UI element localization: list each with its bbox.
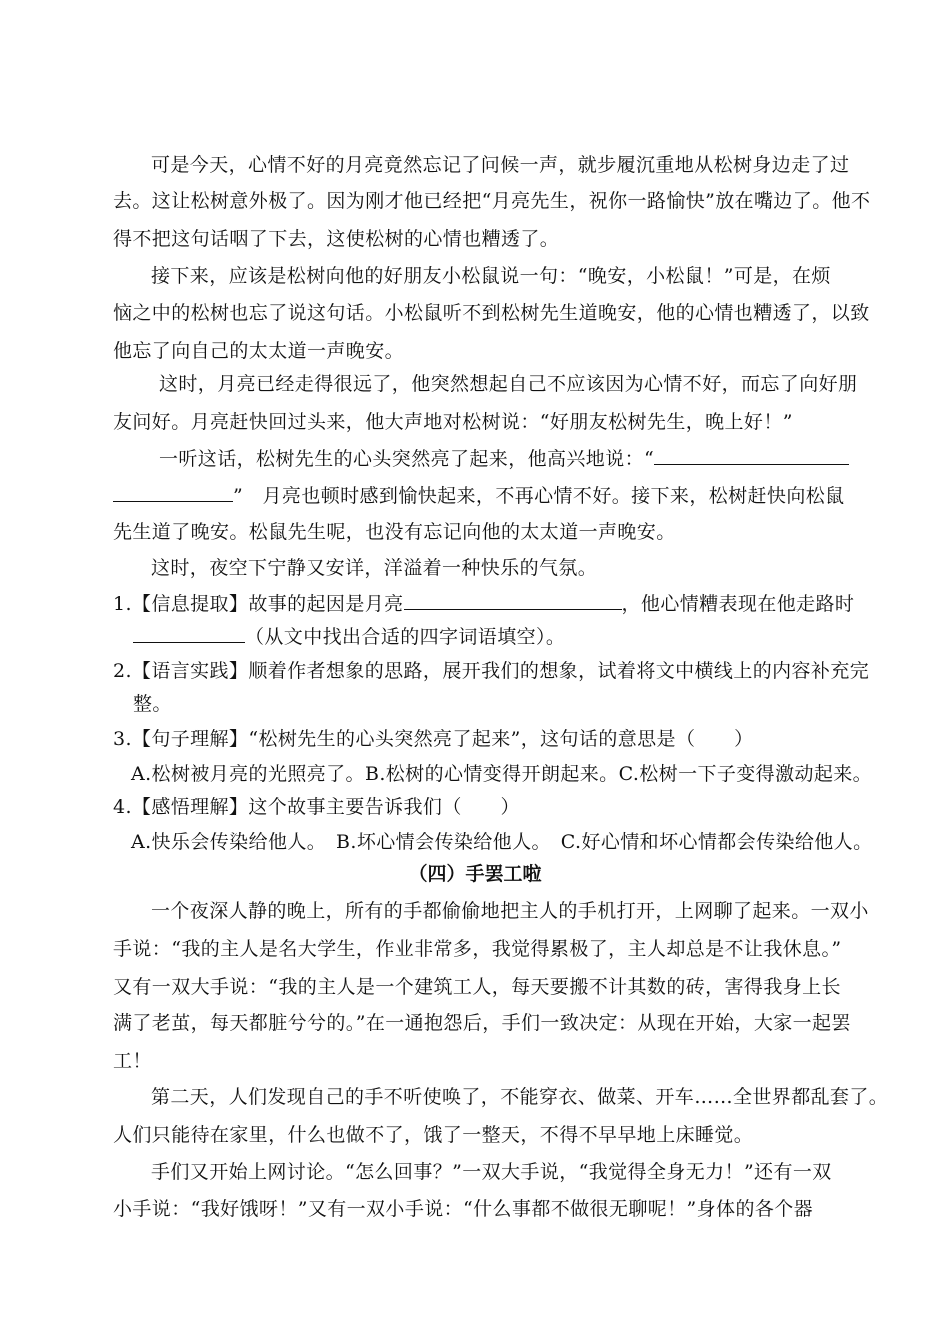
story3-p1-line3: 得不把这句话咽了下去，这使松树的心情也糟透了。 [113,228,560,250]
story4-line-7: 人们只能待在家里，什么也做不了，饿了一整天，不得不早早地上床睡觉。 [113,1124,754,1146]
question-3-options: A.松树被月亮的光照亮了。B.松树的心情变得开朗起来。C.松树一下子变得激动起来。 [131,763,873,785]
story3-p4-line2-text: ” 月亮也顿时感到愉快起来，不再心情不好。接下来，松树赶快向松鼠 [233,485,845,507]
question-4-options: A.快乐会传染给他人。 B.坏心情会传染给他人。 C.好心情和坏心情都会传染给他人。 [131,831,873,853]
story4-line-4: 满了老茧，每天都脏兮兮的。”在一通抱怨后，手们一致决定：从现在开始，大家一起罢 [113,1012,851,1034]
story3-p5: 这时，夜空下宁静又安详，洋溢着一种快乐的气氛。 [151,557,598,579]
question-2-line2: 整。 [133,693,172,715]
story4-line-8: 手们又开始上网讨论。“怎么回事？”一双大手说，“我觉得全身无力！”还有一双 [151,1161,832,1183]
question-3: 3.【句子理解】“松树先生的心头突然亮了起来”，这句话的意思是（ ） [113,728,754,750]
question-1-line1 [113,591,863,616]
story3-p3-line2: 友问好。月亮赶快回过头来，他大声地对松树说：“好朋友松树先生，晚上好！” [113,411,793,433]
story4-line-6: 第二天，人们发现自己的手不听使唤了，不能穿衣、做菜、开车……全世界都乱套了。 [151,1086,889,1108]
question-1-line2 [113,624,863,649]
story3-p1-line2: 去。这让松树意外极了。因为刚才他已经把“月亮先生，祝你一路愉快”放在嘴边了。他不 [113,190,871,212]
fill-blank-quote-cont[interactable] [113,483,233,502]
q1-blank-2[interactable] [133,624,245,643]
q1-text-b: ，他心情糟表现在他走路时 [621,593,855,615]
story4-line-5: 工！ [113,1050,152,1072]
question-2-line1: 2.【语言实践】顺着作者想象的思路，展开我们的想象，试着将文中横线上的内容补充完 [113,660,870,682]
story4-line-1: 一个夜深人静的晚上，所有的手都偷偷地把主人的手机打开，上网聊了起来。一双小 [151,900,869,922]
q1-blank-1[interactable] [404,591,622,610]
story3-p2-line1: 接下来，应该是松树向他的好朋友小松鼠说一句：“晚安，小松鼠！”可是，在烦 [151,265,831,287]
q1-text-a: 1.【信息提取】故事的起因是月亮 [113,593,404,615]
story4-line-3: 又有一双大手说：“我的主人是一个建筑工人，每天要搬不计其数的砖，害得我身上长 [113,976,841,998]
question-4: 4.【感悟理解】这个故事主要告诉我们（ ） [113,796,520,818]
story3-p4-text: 一听这话，松树先生的心头突然亮了起来，他高兴地说：“ [159,448,655,470]
story3-p4-line1 [113,446,863,471]
story3-p4-line3: 先生道了晚安。松鼠先生呢，也没有忘记向他的太太道一声晚安。 [113,521,676,543]
story3-p2-line3: 他忘了向自己的太太道一声晚安。 [113,340,405,362]
story3-p2-line2: 恼之中的松树也忘了说这句话。小松鼠听不到松树先生道晚安，他的心情也糟透了，以致 [113,302,870,324]
story4-title: （四）手罢工啦 [408,863,542,885]
story4-line-2: 手说：“我的主人是名大学生，作业非常多，我觉得累极了，主人却总是不让我休息。” [113,938,842,960]
story3-p4-line2 [113,483,863,508]
story3-p3-line1: 这时，月亮已经走得很远了，他突然想起自己不应该因为心情不好，而忘了向好朋 [159,373,858,395]
fill-blank-quote[interactable] [654,446,849,465]
story3-p1-line1: 可是今天，心情不好的月亮竟然忘记了问候一声，就步履沉重地从松树身边走了过 [151,154,850,176]
q1-text-c: （从文中找出合适的四字词语填空）。 [245,626,566,648]
story4-line-9: 小手说：“我好饿呀！”又有一双小手说：“什么事都不做很无聊呢！”身体的各个器 [113,1198,814,1220]
